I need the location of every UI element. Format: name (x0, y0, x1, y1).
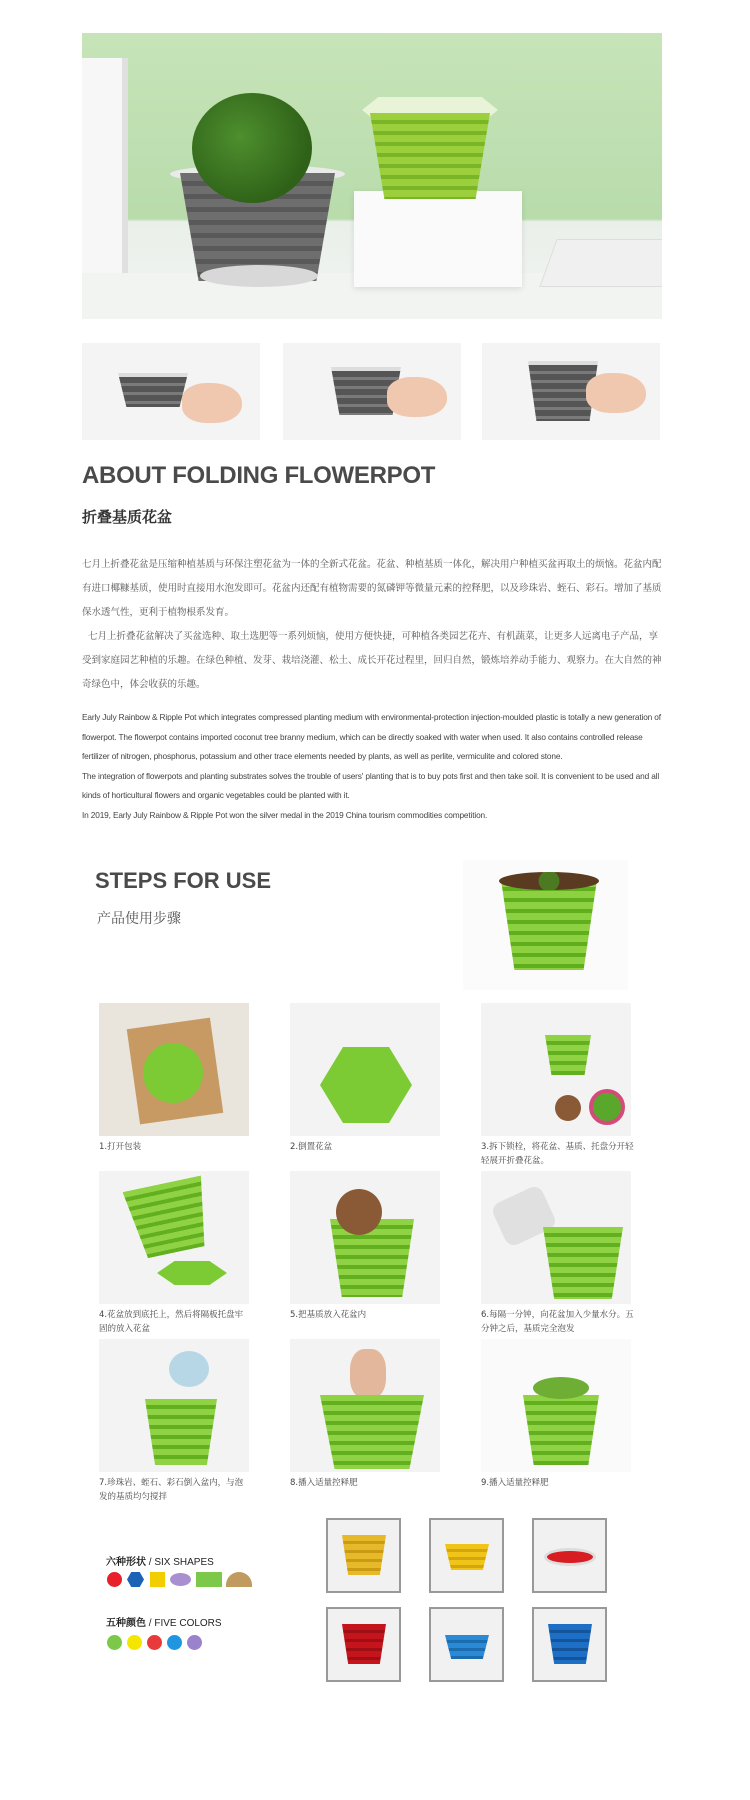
cn-description (82, 553, 667, 697)
hand (387, 377, 447, 417)
green-folding-pot (370, 113, 490, 199)
coir-disk (336, 1189, 382, 1235)
step-7-photo (99, 1339, 249, 1472)
step-3-photo (481, 1003, 631, 1136)
shapes-label-cn: 六种形状 (106, 1557, 146, 1568)
about-title: ABOUT FOLDING FLOWERPOT (82, 462, 436, 489)
shape-oval-swatch (170, 1573, 191, 1586)
stone-bag (169, 1351, 209, 1387)
hero-photo (82, 33, 662, 319)
variant-yellow-tray-pot (429, 1518, 504, 1593)
step-caption: 1.打开包装 (99, 1142, 142, 1152)
hand (350, 1349, 386, 1399)
variant-red-round-pot (326, 1607, 401, 1682)
variant-red-round-tray (532, 1518, 607, 1593)
colors-label (106, 1614, 222, 1629)
variant-blue-hexagon-tray (429, 1607, 504, 1682)
shapes-label-en: / SIX SHAPES (148, 1557, 214, 1568)
thumbnail-half-expanded-pot (283, 343, 461, 440)
shape-hexagon-swatch (127, 1572, 144, 1587)
color-red-swatch (147, 1635, 162, 1650)
colors-label-en: / FIVE COLORS (148, 1618, 222, 1629)
green-pot (501, 880, 597, 970)
color-yellow-swatch (127, 1635, 142, 1650)
step-4-photo (99, 1171, 249, 1304)
step-caption: 4.花盆放到底托上，然后将隔板托盘牢固的放入花盆 (99, 1310, 244, 1334)
shape-square-swatch (150, 1572, 165, 1587)
tray (589, 1089, 625, 1125)
picture-frame (82, 58, 128, 278)
pot (342, 1624, 386, 1664)
step-6-photo (481, 1171, 631, 1304)
color-green-swatch (107, 1635, 122, 1650)
color-blue-swatch (167, 1635, 182, 1650)
en-description (82, 708, 667, 825)
shape-semicircle-swatch (226, 1572, 252, 1587)
step-8-photo (290, 1339, 440, 1472)
colors-label-cn: 五种颜色 (106, 1618, 146, 1629)
tray (544, 1548, 596, 1566)
keyboard (539, 239, 662, 287)
shape-rectangle-swatch (196, 1572, 222, 1587)
step-5-photo (290, 1171, 440, 1304)
green-pot (145, 1399, 217, 1465)
green-pot (123, 1175, 216, 1260)
en-paragraph: The integration of flowerpots and planting substrates solves the trouble of users' planting that is to buy pots first and then take soil. It is convenient to be used and all kinds of horticultural flowers and organic vegetables could be planted with it. (82, 770, 660, 800)
green-pot-with-plant (523, 1395, 599, 1465)
thumbnail-expanded-pot (482, 343, 660, 440)
mini-pot (118, 373, 188, 407)
green-pot (320, 1395, 424, 1469)
cn-paragraph: 七月上折叠花盆解决了买盆选种、取土选肥等一系列烦恼，使用方便快捷，可种植各类园艺花卉、有机蔬菜，让更多人远离电子产品，享受到家庭园艺种植的乐趣。在绿色种植、发芽、栽培浇灌、松土、成长开花过程里，回归自然，锻炼培养动手能力、观察力。在大自然的神奇绿色中，体会收获的乐趣。 (82, 631, 662, 690)
soil-with-seedlings (499, 872, 599, 890)
step-caption: 9.播入适量控释肥 (481, 1478, 549, 1488)
hand (586, 373, 646, 413)
step-caption: 7.珍珠岩、蛭石、彩石倒入盆内，与泡发的基质均匀搅拌 (99, 1478, 244, 1502)
pot (445, 1635, 489, 1659)
variant-yellow-square-pot (326, 1518, 401, 1593)
hand (182, 383, 242, 423)
steps-title: STEPS FOR USE (95, 868, 272, 893)
step-9-photo (481, 1339, 631, 1472)
variant-blue-hexagon-pot (532, 1607, 607, 1682)
step-caption: 6.每隔一分钟，向花盆加入少量水分。五分钟之后，基质完全泡发 (481, 1310, 634, 1334)
green-plant (192, 93, 312, 203)
step-caption: 2.倒置花盆 (290, 1142, 333, 1152)
planted-pot-photo (463, 860, 628, 990)
shape-circle-swatch (107, 1572, 122, 1587)
en-paragraph: Early July Rainbow & Ripple Pot which integrates compressed planting medium with environmental-protection injection-moulded plastic is totally a new generation of flowerpot. The flowerpot contains imported coconut tree branny medium, which can be directly soaked with water when used. It also contains controlled release fertilizer of nitrogen, phosphorus, potassium and other trace elements needed by plants, as well as perlite, vermiculite and colored stone. (82, 712, 661, 761)
about-subtitle-cn: 折叠基质花盆 (82, 509, 173, 526)
coir-disk (555, 1095, 581, 1121)
pot (548, 1624, 592, 1664)
white-box (354, 191, 522, 287)
inverted-pot (320, 1047, 412, 1123)
shapes-label (106, 1553, 214, 1568)
green-pot (543, 1227, 623, 1299)
base-tray (157, 1261, 227, 1285)
step-2-photo (290, 1003, 440, 1136)
en-paragraph: In 2019, Early July Rainbow & Ripple Pot won the silver medal in the 2019 China tourism commodities competition. (82, 809, 488, 820)
cn-paragraph: 七月上折叠花盆是压缩种植基质与环保注塑花盆为一体的全新式花盆。花盆、种植基质一体化，解决用户种植买盆再取土的烦恼。花盆内配有进口椰糠基质，使用时直接用水泡发即可。花盆内还配有植物需要的氮磷钾等微量元素的控释肥，以及珍珠岩、蛭石、彩石。增加了基质保水透气性，更利于植物根系发育。 (82, 559, 662, 618)
color-purple-swatch (187, 1635, 202, 1650)
step-caption: 8.播入适量控释肥 (290, 1478, 358, 1488)
pot (445, 1544, 489, 1570)
step-caption: 5.把基质放入花盆内 (290, 1310, 367, 1320)
seedlings (533, 1377, 589, 1399)
pot (342, 1535, 386, 1575)
grey-tray (200, 265, 318, 287)
thumbnail-collapsed-pot (82, 343, 260, 440)
green-pot (545, 1035, 591, 1075)
step-1-photo (99, 1003, 249, 1136)
step-caption: 3.拆下锁栓，将花盆、基质、托盘分开轻轻展开折叠花盆。 (481, 1142, 634, 1166)
pot-in-package (143, 1043, 203, 1103)
steps-subtitle-cn: 产品使用步骤 (97, 910, 181, 926)
